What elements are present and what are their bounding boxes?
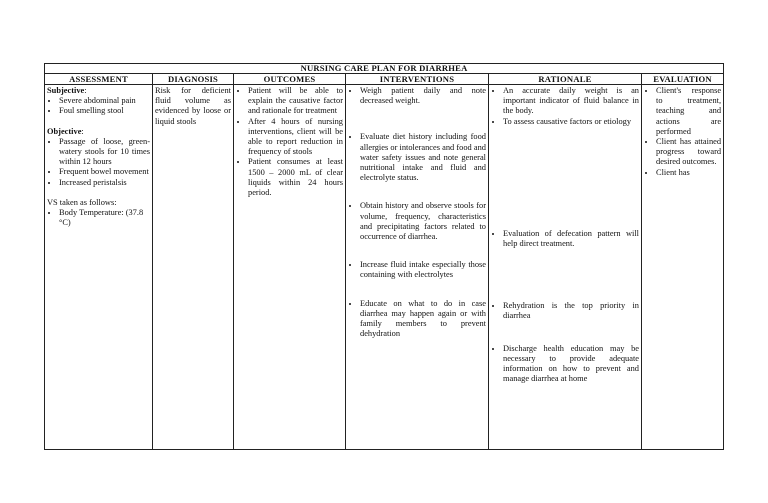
header-outcomes: OUTCOMES: [234, 74, 346, 85]
subjective-label: Subjective: [47, 86, 85, 95]
table-title: NURSING CARE PLAN FOR DIARRHEA: [45, 64, 724, 74]
objective-label: Objective: [47, 126, 82, 136]
list-item: • Rehydration is the top priority in diarrhea: [503, 301, 639, 321]
evaluation-list: [644, 86, 721, 178]
list-item: • Educate on what to do in case diarrhea may happen again or with family members to prevent dehydration: [360, 299, 486, 340]
list-item: • To assess causative factors or etiology: [503, 117, 639, 127]
diagnosis-cell: [153, 85, 234, 450]
interventions-list: [348, 86, 486, 339]
list-item: • Evaluate diet history including food allergies or intolerances and food and water safety issues and note general nutritional intake and fluid and electrolyte status.: [360, 132, 486, 183]
list-item: • Client has attained progress toward desired outcomes.: [656, 137, 721, 168]
header-evaluation: EVALUATION: [642, 74, 724, 85]
objective-heading: [47, 127, 150, 137]
list-item: • Passage of loose, green-watery stools for 10 times within 12 hours: [59, 137, 150, 168]
objective-list: [47, 137, 150, 188]
header-assessment: ASSESSMENT: [45, 74, 153, 85]
list-item: • Obtain history and observe stools for volume, frequency, characteristics and precipitating factors related to occurrence of diarrhea.: [360, 201, 486, 242]
subjective-heading: [47, 86, 150, 96]
evaluation-cell: [642, 85, 724, 450]
list-item: • Severe abdominal pain: [59, 96, 150, 106]
list-item: • Increase fluid intake especially those containing with electrolytes: [360, 260, 486, 280]
objective-colon: :: [81, 126, 84, 136]
list-item: • An accurate daily weight is an important indicator of fluid balance in the body.: [503, 86, 639, 117]
list-item: • Evaluation of defecation pattern will help direct treatment.: [503, 229, 639, 249]
list-item: • Increased peristalsis: [59, 178, 150, 188]
list-item: • Foul smelling stool: [59, 106, 150, 116]
list-item: • Frequent bowel movement: [59, 167, 150, 177]
diagnosis-text: Risk for deficient fluid volume as evidenced by loose or liquid stools: [155, 86, 231, 126]
header-rationale: RATIONALE: [489, 74, 642, 85]
list-item: • Client has: [656, 168, 721, 178]
rationale-list: [491, 86, 639, 384]
list-item: • Weigh patient daily and note decreased weight.: [360, 86, 486, 106]
subjective-colon: :: [84, 86, 87, 95]
header-interventions: INTERVENTIONS: [346, 74, 489, 85]
vs-list: [47, 208, 150, 228]
list-item: • Client's response to treatment, teaching and actions are performed: [656, 86, 721, 137]
list-item: • Discharge health education may be necessary to provide adequate information on how to prevent and manage diarrhea at home: [503, 344, 639, 385]
interventions-cell: [346, 85, 489, 450]
list-item: • Patient consumes at least 1500 – 2000 mL of clear liquids within 24 hours period.: [248, 157, 343, 198]
outcomes-list: [236, 86, 343, 198]
care-plan-table: [44, 63, 724, 450]
rationale-cell: [489, 85, 642, 450]
list-item: • Patient will be able to explain the causative factor and rationale for treatment: [248, 86, 343, 117]
assessment-cell: [45, 85, 153, 450]
subjective-list: [47, 96, 150, 116]
outcomes-cell: [234, 85, 346, 450]
list-item: • Body Temperature: (37.8 °C): [59, 208, 150, 228]
vs-label: VS taken as follows:: [47, 197, 117, 207]
list-item: • After 4 hours of nursing interventions, client will be able to report reduction in frequency of stools: [248, 117, 343, 158]
header-diagnosis: DIAGNOSIS: [153, 74, 234, 85]
